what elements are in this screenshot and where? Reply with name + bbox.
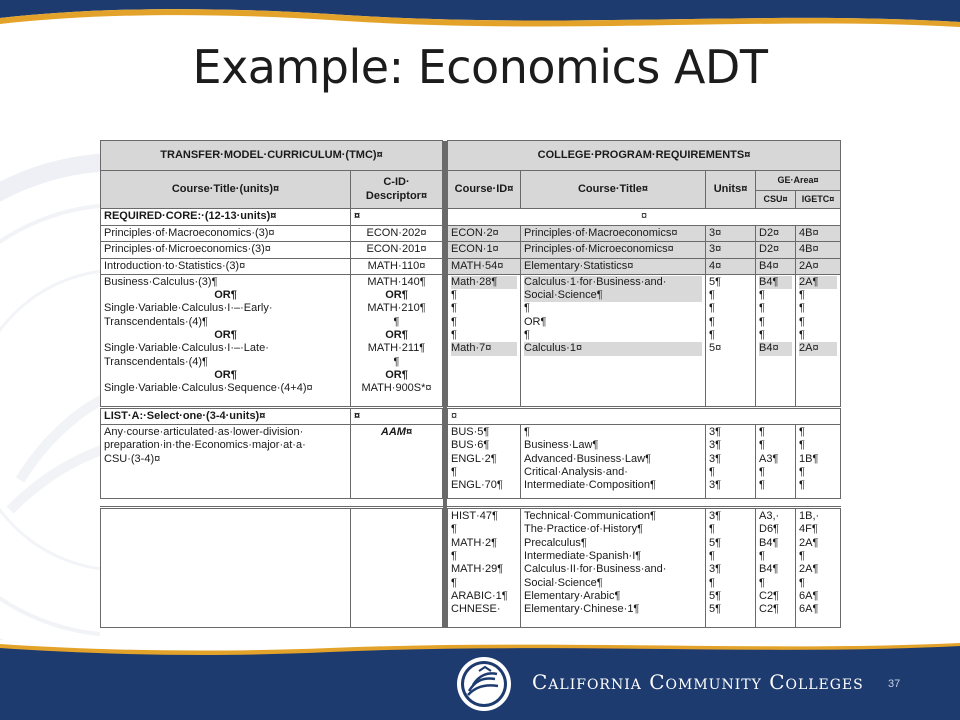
table-row-list-a	[101, 425, 841, 499]
continued-units-cell: 3¶ ¶ 5¶ ¶ 3¶ ¶ 5¶ 5¶	[706, 508, 756, 628]
list-a-title-cell: Any·course·articulated·as·lower-division· preparation·in·the·Economics·major·at·a· CSU·(3-4)¤	[101, 425, 351, 499]
col-igetc: IGETC¤	[796, 191, 841, 209]
slide-title: Example: Economics ADT	[192, 40, 768, 94]
col-course-title: Course·Title¤	[521, 171, 706, 209]
calc-course-id-cell: Math·28¶ ¶ ¶ ¶ ¶ Math·7¤	[448, 274, 521, 407]
col-csu: CSU¤	[756, 191, 796, 209]
table-row: Introduction·to·Statistics·(3)¤ MATH·110¤ MATH·54¤ Elementary·Statistics¤ 4¤ B4¤ 2A¤	[101, 258, 841, 274]
list-a-course-id-cell: BUS·5¶ BUS·6¶ ENGL·2¶ ¶ ENGL·70¶	[448, 425, 521, 499]
calc-csu-cell: B4¶ ¶ ¶ ¶ ¶ B4¤	[756, 274, 796, 407]
list-a-label: LIST·A:·Select·one·(3-4·units)¤	[101, 407, 351, 424]
continued-course-id-cell: HIST·47¶ ¶ MATH·2¶ ¶ MATH·29¶ ¶ ARABIC·1¶ CHNESE·	[448, 508, 521, 628]
col-course-id: Course·ID¤	[448, 171, 521, 209]
calc-cid-cell: MATH·140¶ OR¶ MATH·210¶ ¶ OR¶ MATH·211¶ ¶ OR¶ MATH·900S*¤	[351, 274, 443, 407]
continued-title-cell	[101, 508, 351, 628]
calc-units-cell: 5¶ ¶ ¶ ¶ ¶ 5¤	[706, 274, 756, 407]
top-banner	[0, 0, 960, 36]
list-a-units-cell: 3¶ 3¶ 3¶ ¶ 3¶	[706, 425, 756, 499]
table-row-calculus	[101, 274, 841, 407]
list-a-csu-cell: ¶ ¶ A3¶ ¶ ¶	[756, 425, 796, 499]
continued-course-title-cell: Technical·Communication¶ The·Practice·of·History¶ Precalculus¶ Intermediate·Spanish·I¶ Calculus·II·for·Business·and· Social·Science¶ Elementary·Arabic¶ Elementary·Chinese·1¶	[521, 508, 706, 628]
col-cid-descriptor: C-ID· Descriptor¤	[351, 171, 443, 209]
list-a-mark: ¤	[351, 407, 443, 424]
org-name: California Community Colleges	[532, 670, 864, 694]
required-core-mark: ¤	[351, 209, 443, 226]
continued-csu-cell: A3,· D6¶ B4¶ ¶ B4¶ ¶ C2¶ C2¶	[756, 508, 796, 628]
table-row-continued	[101, 508, 841, 628]
col-units: Units¤	[706, 171, 756, 209]
calc-title-cell: Business·Calculus·(3)¶ OR¶ Single·Variable·Calculus·I·–·Early· Transcendentals·(4)¶ OR¶ Single·Variable·Calculus·I·–·Late· Transcendentals·(4)¶ OR¶ Single·Variable·Calculus·Sequence·(4+4)¤	[101, 274, 351, 407]
col-course-title-units: Course·Title·(units)¤	[101, 171, 351, 209]
continued-cid-cell	[351, 508, 443, 628]
california-community-colleges-logo-icon	[455, 655, 513, 713]
continued-igetc-cell: 1B,· 4F¶ 2A¶ ¶ 2A¶ ¶ 6A¶ 6A¶	[796, 508, 841, 628]
calc-igetc-cell: 2A¶ ¶ ¶ ¶ ¶ 2A¤	[796, 274, 841, 407]
list-a-cid-cell: AAM¤	[351, 425, 443, 499]
list-a-course-title-cell: ¶ Business·Law¶ Advanced·Business·Law¶ Critical·Analysis·and· Intermediate·Composition¶	[521, 425, 706, 499]
table-row: Principles·of·Macroeconomics·(3)¤ ECON·202¤ ECON·2¤ Principles·of·Macroeconomics¤ 3¤ D2¤ 4B¤	[101, 226, 841, 242]
cpr-header: COLLEGE·PROGRAM·REQUIREMENTS¤	[448, 141, 841, 171]
list-a-mark-right: ¤	[448, 407, 841, 424]
tmc-header: TRANSFER·MODEL·CURRICULUM·(TMC)¤	[101, 141, 443, 171]
curriculum-table-image	[100, 140, 850, 640]
required-core-label: REQUIRED·CORE:·(12-13·units)¤	[101, 209, 351, 226]
curriculum-table	[100, 140, 841, 628]
list-a-igetc-cell: ¶ ¶ 1B¶ ¶ ¶	[796, 425, 841, 499]
slide-number: 37	[888, 678, 901, 690]
col-ge-area: GE·Area¤	[756, 171, 841, 191]
table-row: Principles·of·Microeconomics·(3)¤ ECON·201¤ ECON·1¤ Principles·of·Microeconomics¤ 3¤ D2¤ 4B¤	[101, 242, 841, 258]
required-core-mark-right: ¤	[448, 209, 841, 226]
calc-course-title-cell: Calculus·1·for·Business·and· Social·Science¶ ¶ OR¶ ¶ Calculus·1¤	[521, 274, 706, 407]
